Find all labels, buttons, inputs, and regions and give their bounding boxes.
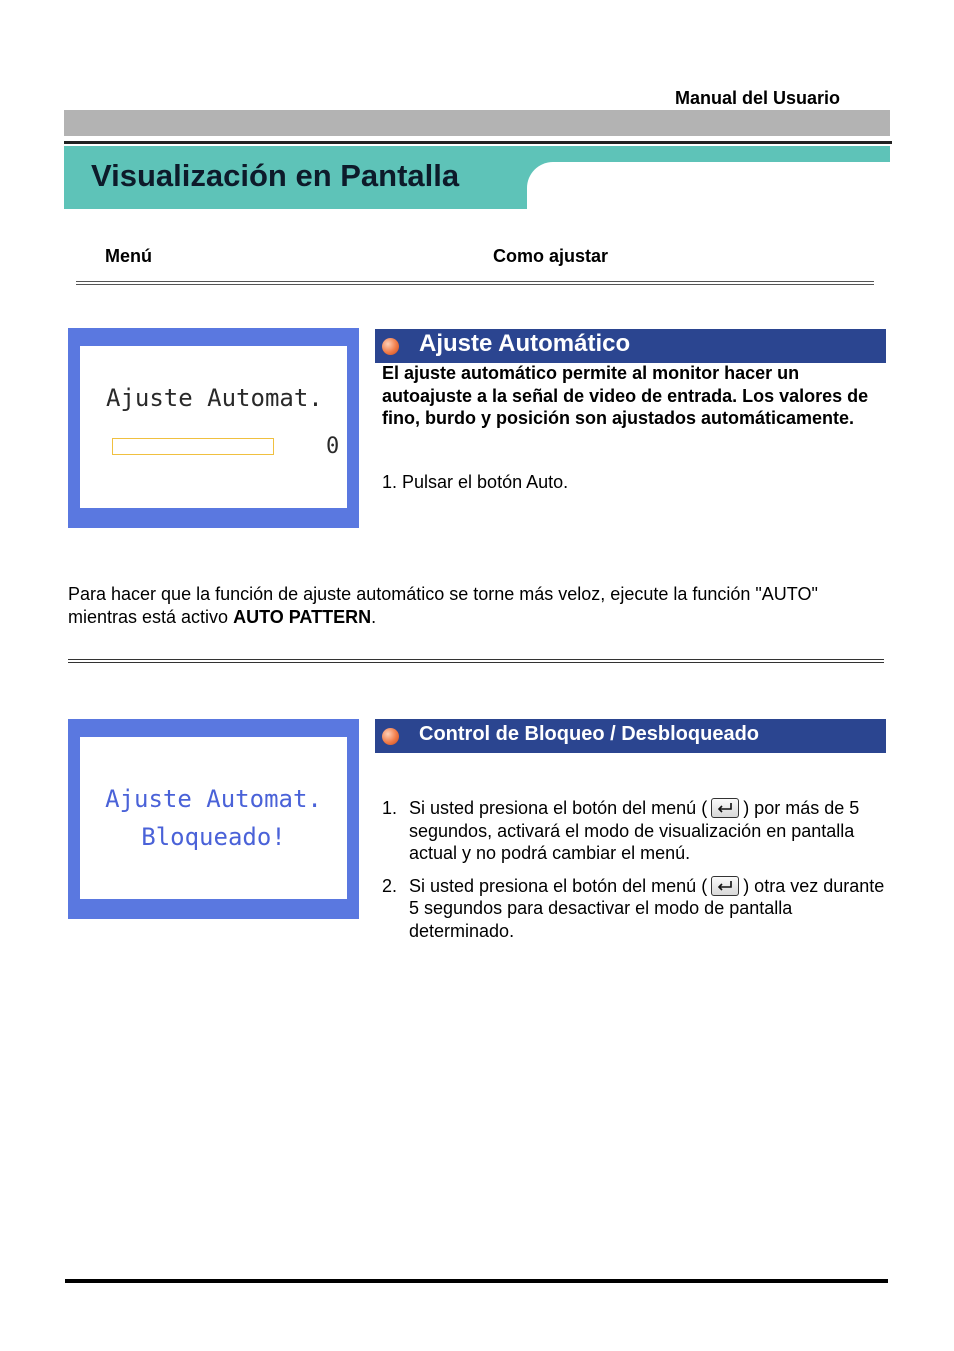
osd-lock-screen — [68, 719, 359, 919]
auto-adjust-step-1: 1. Pulsar el botón Auto. — [382, 472, 569, 492]
footer-rule — [65, 1279, 888, 1283]
auto-adjust-description: El ajuste automático permite al monitor hacer un autoajuste a la señal de video de entrada. Los valores de fino, burdo y posición son ajustados automáticamente. — [382, 363, 869, 428]
osd-lock-line-1: Ajuste Automat. — [105, 785, 322, 813]
section-divider — [68, 659, 884, 663]
lock-control-steps — [382, 797, 885, 952]
osd-auto-adjust-label: Ajuste Automat. — [106, 384, 323, 412]
header-rule — [64, 141, 892, 144]
section-bar-auto-adjust — [375, 329, 886, 363]
bullet-icon — [382, 728, 399, 745]
section-title-lock-control: Control de Bloqueo / Desbloqueado — [419, 723, 759, 745]
column-header-menu: Menú — [105, 246, 152, 266]
header-gray-bar — [64, 110, 890, 136]
column-header-divider — [76, 281, 874, 285]
osd-progress-value: 0 — [326, 434, 340, 459]
enter-key-icon — [711, 798, 739, 818]
osd-auto-adjust-screen — [68, 328, 359, 528]
auto-pattern-note: Para hacer que la función de ajuste automático se torne más veloz, ejecute la función "AUTO" mientras está activo AUTO PATTERN. — [68, 584, 818, 627]
page-title: Visualización en Pantalla — [91, 158, 460, 193]
auto-pattern-emphasis: AUTO PATTERN — [233, 606, 372, 627]
section-bar-lock-control — [375, 719, 886, 753]
lock-step-2: 2. Si usted presiona el botón del menú ( ) otra vez durante 5 segundos para desactivar el modo de pantalla determinado. — [382, 875, 885, 941]
osd-lock-line-2: Bloqueado! — [141, 823, 286, 851]
lock-step-1: 1. Si usted presiona el botón del menú ( ) por más de 5 segundos, activará el modo de visualización en pantalla actual y no podrá cambiar el menú. — [382, 798, 860, 863]
column-header-adjust: Como ajustar — [493, 246, 609, 266]
section-title-auto-adjust: Ajuste Automático — [419, 330, 631, 357]
manual-title: Manual del Usuario — [674, 88, 840, 108]
enter-key-icon — [711, 876, 739, 896]
bullet-icon — [382, 338, 399, 355]
osd-progress-bar — [112, 438, 274, 455]
